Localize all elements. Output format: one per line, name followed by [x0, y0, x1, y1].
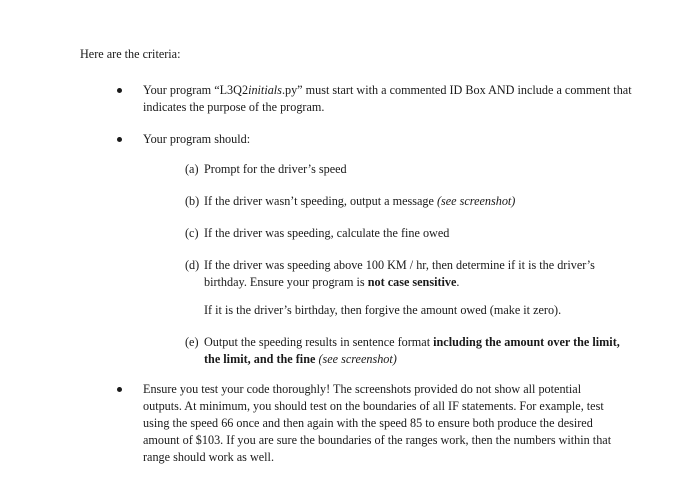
item-b	[185, 193, 625, 210]
item-d	[185, 257, 625, 291]
bullet-id-box-italic: initials	[248, 83, 282, 97]
item-b-label: (b)	[185, 194, 200, 208]
item-d-end: .	[456, 275, 460, 289]
bullet-dot-icon	[117, 88, 122, 93]
item-e-text: Output the speeding results in sentence format	[204, 335, 431, 349]
item-b-text: If the driver wasn’t speeding, output a message	[204, 194, 434, 208]
item-a-label: (a)	[185, 162, 199, 176]
bullet-program-should	[143, 131, 643, 148]
item-e-label: (e)	[185, 335, 199, 349]
item-a	[185, 161, 625, 178]
item-b-note: (see screenshot)	[436, 194, 516, 208]
bullet-id-box	[143, 82, 643, 116]
bullet-dot-icon	[117, 387, 122, 392]
bullet-testing	[143, 381, 623, 466]
item-e-note: (see screenshot)	[318, 352, 397, 366]
bullet-id-box-pre: Your program “L3Q2	[143, 83, 249, 97]
bullet-program-should-text: Your program should:	[143, 132, 251, 146]
item-c	[185, 225, 625, 242]
item-e	[185, 334, 625, 368]
item-d-bold: not case sensitive	[367, 275, 457, 289]
item-d-text: If the driver was speeding above 100 KM / hr, then determine if it is the driver’s birthday. Ensure your program is	[204, 258, 595, 289]
item-d-label: (d)	[185, 258, 200, 272]
item-a-text: Prompt for the driver’s speed	[204, 162, 347, 176]
intro-heading: Here are the criteria:	[80, 47, 181, 61]
item-c-label: (c)	[185, 226, 199, 240]
bullet-testing-text: Ensure you test your code thoroughly! The screenshots provided do not show all potential outputs. At minimum, you should test on the boundaries of all IF statements. For example, test using the speed 66 once and then again with the speed 85 to ensure both produce the desired amount of $103. If you are sure the boundaries of the ranges work, then the numbers within that range should work as well.	[143, 382, 612, 464]
item-e-bold: including the amount over the limit, the limit, and the fine	[204, 335, 620, 366]
item-c-text: If the driver was speeding, calculate the fine owed	[204, 226, 450, 240]
bullet-id-box-post: .py” must start with a commented ID Box AND include a comment that indicates the purpose of the program.	[143, 83, 632, 114]
item-d-extra: If it is the driver’s birthday, then forgive the amount owed (make it zero).	[204, 303, 562, 317]
bullet-dot-icon	[117, 137, 122, 142]
